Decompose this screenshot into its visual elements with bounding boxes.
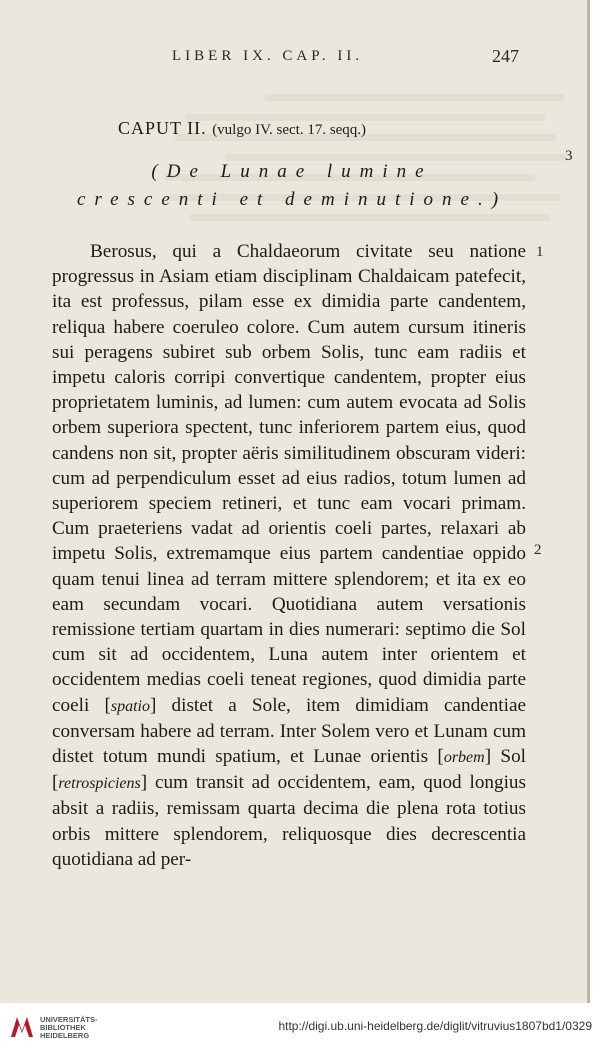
- paragraph-3c-text: ] Sol [: [52, 746, 526, 794]
- chapter-subtitle: (De Lunae lumine crescenti et deminutione.): [76, 161, 508, 210]
- bracket-orbem: orbem: [443, 749, 485, 767]
- paragraph-berosus: [52, 239, 526, 872]
- paragraph-1-text: Berosus, qui a Chaldaeorum civitate seu natione progressus in Asiam etiam disciplinam Chaldaicam patefecit, ita est professus, pilam esse ex dimidia parte candentem, reliqua habere coeruleo colore. Cum autem cursum itineris sui peragens subiret sub orbem Solis, tunc eam radiis et impetu caloris corripi convertique candentem, propter eius proprietatem luminis, ad lumen: cum autem evocata ad Solis orbem superiora spectent, tunc inferiorem partem eius, quod candens non sit, propter aëris similitudinem obscuram videri: cum ad perpendiculum esset ad eius radios, totum lumen ad superiorem speciem retineri, et tunc eam vocari primam.: [52, 241, 526, 515]
- bracket-spatio: spatio: [110, 697, 150, 715]
- paragraph-2-text: Cum praeteriens vadat ad orientis coeli partes, relaxari ab impetu Solis, extremamque eius partem candentiae oppido quam tenui linea ad terram mittere splendorem; et ita ex eo eam secundam vocari.: [52, 518, 526, 615]
- library-name: UNIVERSITÄTS- BIBLIOTHEK HEIDELBERG: [40, 1015, 98, 1040]
- chapter-heading: CAPUT II.: [118, 118, 207, 138]
- paragraph-3-text: Quotidiana autem versationis remissione tertiam quartam in dies numerari: septimo die Sol cum sit ad occidentem, Luna autem inter orientem et occidentem medias coeli teneat regiones, quod dimidia parte coeli [: [52, 593, 527, 716]
- permalink-url[interactable]: http://digi.ub.uni-heidelberg.de/diglit/vitruvius1807bd1/0329: [278, 1019, 592, 1033]
- body-text: [52, 239, 526, 872]
- page-number: 247: [492, 46, 519, 66]
- chapter-heading-line: [118, 118, 366, 139]
- paragraph-3b-text: ] distet a Sole, item dimidiam candentiae conversam habere ad terram. Inter Solem vero et Lunam cum distet totum mundi spatium, et Lunae orientis [: [52, 694, 526, 768]
- margin-note-2: 2: [534, 542, 542, 558]
- bracket-retrospiciens: retrospiciens: [58, 775, 141, 793]
- margin-note-3: 3: [565, 148, 573, 164]
- chapter-reference: (vulgo IV. sect. 17. seqq.): [212, 122, 367, 138]
- viewer-footer: [0, 1003, 600, 1051]
- paragraph-3d-text: ] cum transit ad occidentem, eam, quod longius absit a radiis, remissam quarta decima die plena rota totius orbis mittere splendorem, reliquosque dies decrescentia quotidiana ad per-: [52, 772, 526, 870]
- running-head: LIBER IX. CAP. II.: [172, 48, 364, 64]
- margin-note-1: 1: [536, 244, 544, 260]
- university-library-logo-icon: [8, 1013, 36, 1041]
